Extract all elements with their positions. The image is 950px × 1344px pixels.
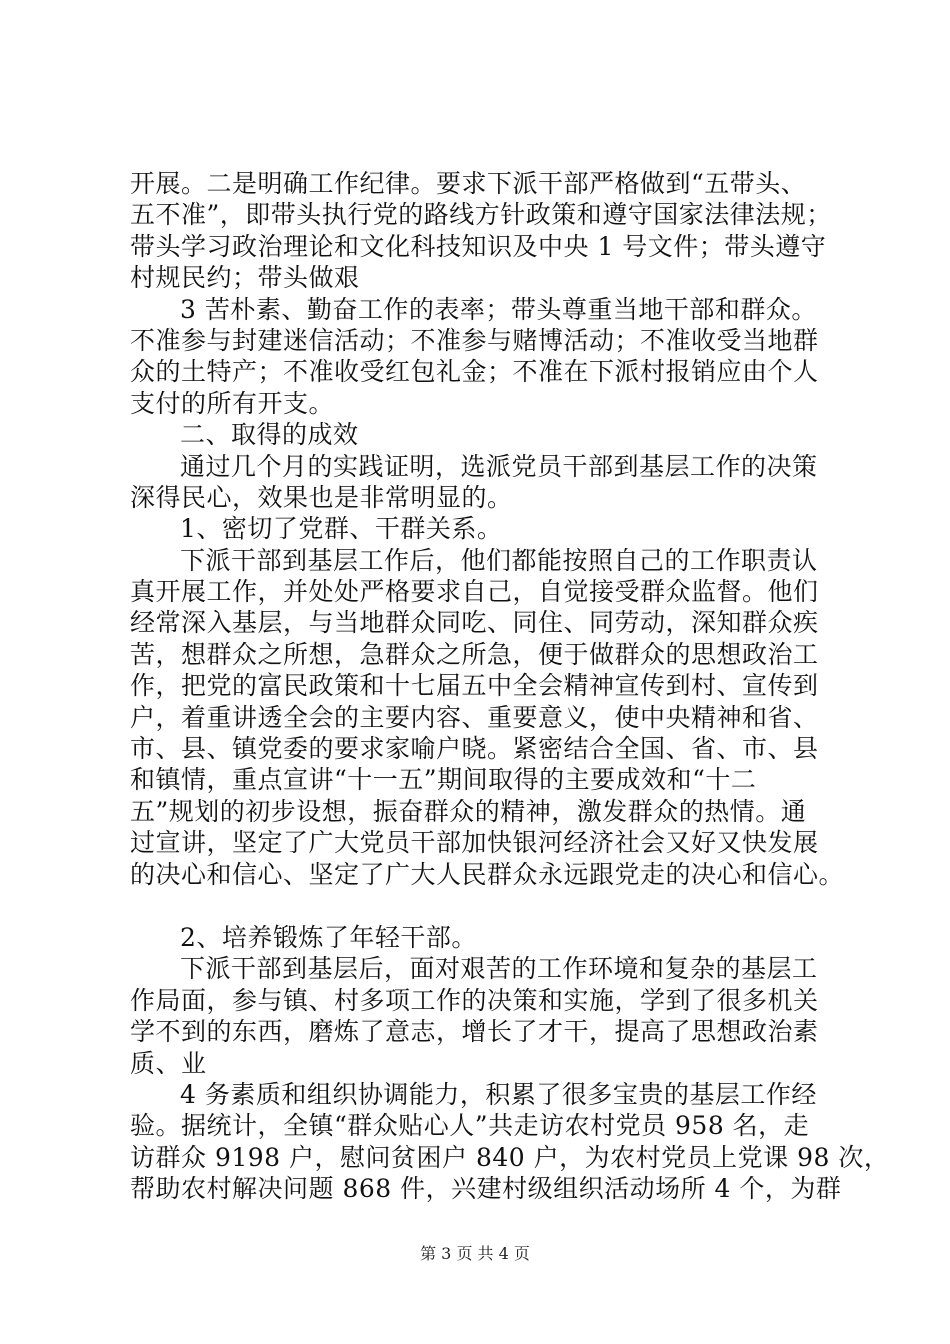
body-line: 过宣讲，坚定了广大党员干部加快银河经济社会又好又快发展: [130, 828, 819, 858]
body-line: 支付的所有开支。: [130, 388, 335, 418]
body-line: 作局面，参与镇、村多项工作的决策和实施，学到了很多机关: [130, 985, 819, 1015]
page-footer: 第 3 页 共 4 页: [420, 1244, 530, 1263]
body-line: 质、业: [130, 1048, 207, 1078]
body-line: 不准参与封建迷信活动；不准参与赌博活动；不准收受当地群: [130, 325, 819, 355]
body-line: 访群众 9198 户，慰问贫困户 840 户，为农村党员上党课 98 次，: [130, 1142, 890, 1172]
body-line: 村规民约；带头做艰: [130, 263, 360, 293]
body-line: 下派干部到基层工作后，他们都能按照自己的工作职责认: [180, 545, 818, 575]
body-line: 学不到的东西，磨炼了意志，增长了才干，提高了思想政治素: [130, 1017, 819, 1047]
subsection-heading: 2、培养锻炼了年轻干部。: [180, 922, 477, 952]
paragraph-gap: [130, 890, 854, 922]
section-heading: 二、取得的成效: [180, 420, 359, 450]
body-line: 真开展工作，并处处严格要求自己，自觉接受群众监督。他们: [130, 577, 819, 607]
body-line: 户，着重讲透全会的主要内容、重要意义，使中央精神和省、: [130, 702, 819, 732]
body-line: 验。据统计，全镇“群众贴心人”共走访农村党员 958 名，走: [130, 1111, 810, 1141]
body-line: 深得民心，效果也是非常明显的。: [130, 482, 513, 512]
body-line: 3 苦朴素、勤奋工作的表率；带头尊重当地干部和群众。: [180, 294, 817, 324]
body-line: 众的土特产；不准收受红包礼金；不准在下派村报销应由个人: [130, 357, 819, 387]
body-line: 苦，想群众之所想，急群众之所急，便于做群众的思想政治工: [130, 639, 819, 669]
body-line: 市、县、镇党委的要求家喻户晓。紧密结合全国、省、市、县: [130, 734, 819, 764]
body-line: 通过几个月的实践证明，选派党员干部到基层工作的决策: [180, 451, 818, 481]
body-line: 帮助农村解决问题 868 件，兴建村级组织活动场所 4 个，为群: [130, 1174, 842, 1204]
body-line: 五不准”，即带头执行党的路线方针政策和遵守国家法律法规；: [130, 200, 832, 230]
subsection-heading: 1、密切了党群、干群关系。: [180, 514, 503, 544]
body-line: 作，把党的富民政策和十七届五中全会精神宣传到村、宣传到: [130, 671, 819, 701]
body-line: 4 务素质和组织协调能力，积累了很多宝贵的基层工作经: [180, 1079, 817, 1109]
body-line: 下派干部到基层后，面对艰苦的工作环境和复杂的基层工: [180, 954, 818, 984]
body-line: 经常深入基层，与当地群众同吃、同住、同劳动，深知群众疾: [130, 608, 819, 638]
body-line: 和镇情，重点宣讲“十一五”期间取得的主要成效和“十二: [130, 765, 757, 795]
document-body: [130, 168, 890, 1205]
body-line: 的决心和信心、坚定了广大人民群众永远跟党走的决心和信心。: [130, 859, 845, 889]
body-line: 开展。二是明确工作纪律。要求下派干部严格做到“五带头、: [130, 169, 807, 198]
body-line: 带头学习政治理论和文化科技知识及中央 1 号文件；带头遵守: [130, 231, 827, 261]
body-line: 五”规划的初步设想，振奋群众的精神，激发群众的热情。通: [130, 796, 807, 826]
